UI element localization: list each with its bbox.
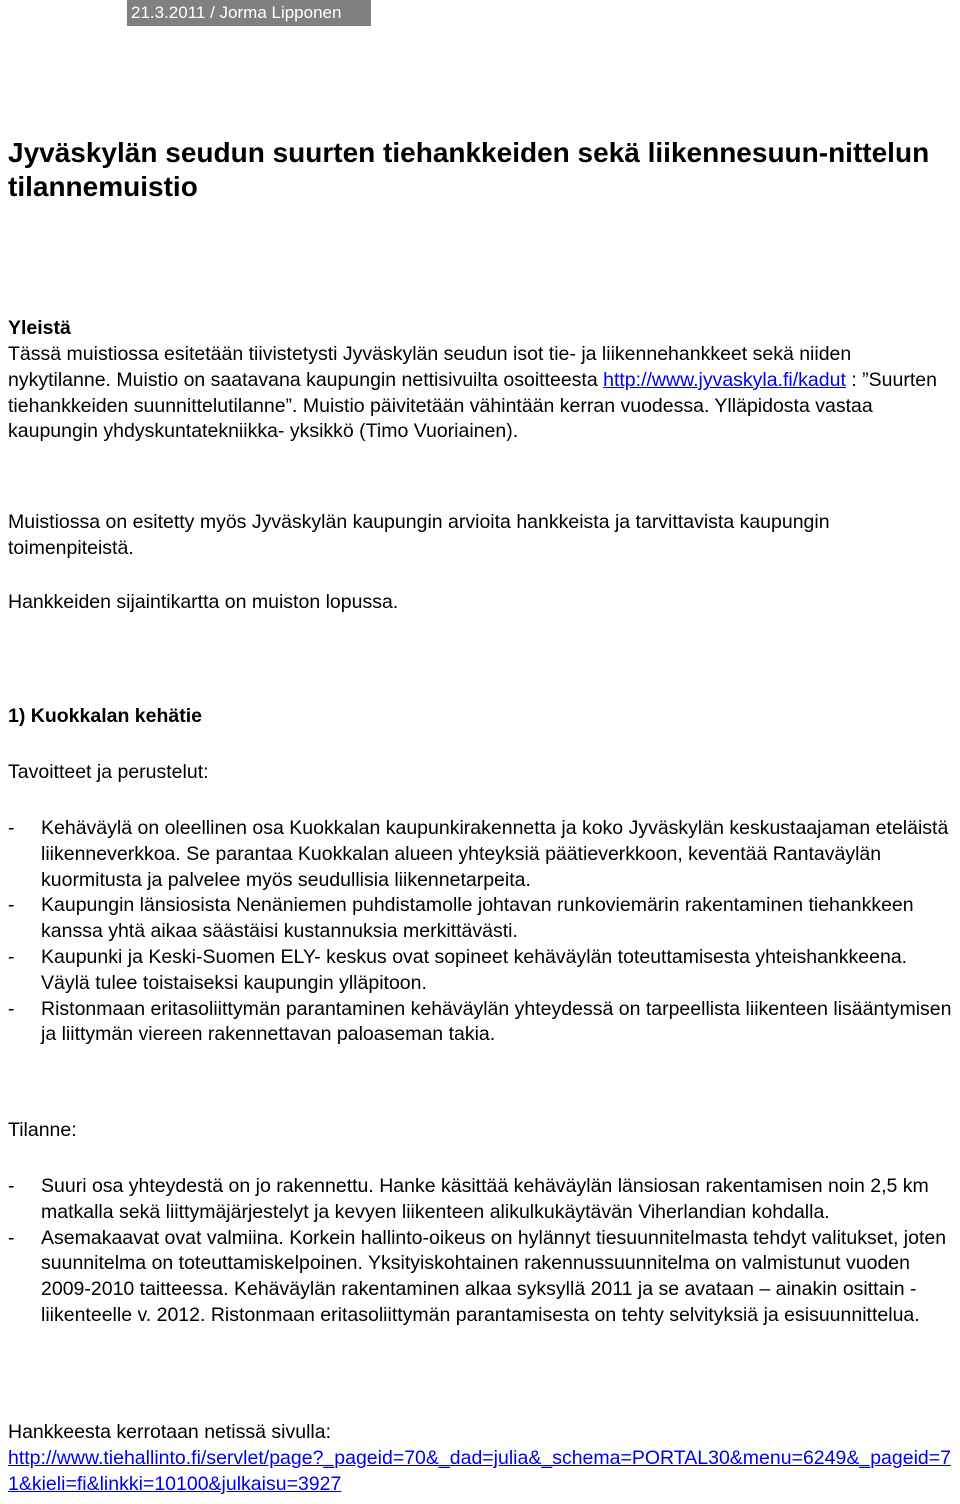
jyvaskyla-kadut-link[interactable]: http://www.jyvaskyla.fi/kadut [603,368,846,391]
intro-paragraph [8,342,953,445]
intro-text-end: : ”Suurten tiehankkeiden suunnittelutilanne”. Muistio päivitetään vähintään kerran vuodessa. Ylläpidosta vastaa kaupungin yhdyskuntatekniikka- yksikkö (Timo Vuoriainen). [8,368,937,443]
list-item: - Asemakaavat ovat valmiina. Korkein hallinto-oikeus on hylännyt tiesuunnitelmasta tehdyt valitukset, joten suunnitelma on toteuttamiskelpoinen. Yksityiskohtainen rakennussuunnitelma on valmistunut vuoden 2009-2010 taitteessa. Kehäväylän rakentaminen alkaa syksyllä 2011 ja se avataan – ainakin osittain - liikenteelle v. 2012. Ristonmaan eritasoliittymän parantamisesta on tehty selvityksiä ja esisuunnittelua. [8,1226,947,1326]
intro-paragraph-3: Hankkeiden sijaintikartta on muiston lopussa. [8,591,399,613]
list-dash: - [8,817,15,839]
list-dash: - [8,894,15,917]
list-item: - Ristonmaan eritasoliittymän parantaminen kehäväylän yhteydessä on tarpeellista liikenteen lisääntymisen ja liittymän viereen rakennettavan paloaseman takia. [8,997,952,1046]
intro-text-start: Tässä muistiossa esitetään tiivistetysti Jyväskylän seudun isot tie- ja liikennehankkeet sekä niiden nykytilanne. Muistio on saatavana kaupungin nettisivuilta osoitteesta [8,343,852,391]
document-title: Jyväskylän seudun suurten tiehankkeiden sekä liikennesuun-nittelun tilannemuistio [8,137,930,202]
goals-list [8,816,953,1048]
tiehallinto-link[interactable]: http://www.tiehallinto.fi/servlet/page?_pageid=70&_dad=julia&_schema=PORTAL30&menu=6249&_pageid=71&kieli=fi&linkki=10100&julkaisu=3927 [8,1447,951,1495]
list-item: - Kaupungin länsiosista Nenäniemen puhdistamolle johtavan runkoviemärin rakentaminen tiehankkeen kanssa yhtä aikaa säästäisi kustannuksia merkittävästi. [8,894,914,943]
web-label: Hankkeesta kerrotaan netissä sivulla: [8,1421,331,1443]
page-header: 21.3.2011 / Jorma Lipponen [127,0,371,26]
intro-paragraph-2: Muistiossa on esitetty myös Jyväskylän kaupungin arvioita hankkeista ja tarvittavista kaupungin toimenpiteistä. [8,511,830,559]
web-link-paragraph [8,1446,953,1498]
status-list [8,1174,953,1329]
goals-label: Tavoitteet ja perustelut: [8,761,209,783]
list-item: - Kaupunki ja Keski-Suomen ELY- keskus ovat sopineet kehäväylän toteuttamisesta yhteishankkeena. Väylä tulee toistaiseksi kaupungin ylläpitoon. [8,945,908,994]
list-dash: - [8,1175,15,1197]
list-item: - Kehäväylä on oleellinen osa Kuokkalan kaupunkirakennetta ja koko Jyväskylän keskustaajaman eteläistä liikenneverkkoa. Se parantaa Kuokkalan alueen yhteyksiä päätieverkkoon, keventää Rantaväylän kuormitusta ja palvelee myös seudullisia liikennetarpeita. [8,817,949,891]
list-dash: - [8,1226,15,1249]
list-dash: - [8,945,15,968]
section-heading-general: Yleistä [8,317,71,339]
section-heading-kuokkala: 1) Kuokkalan kehätie [8,705,202,727]
list-dash: - [8,997,15,1020]
list-item: - Suuri osa yhteydestä on jo rakennettu. Hanke käsittää kehäväylän länsiosan rakentamisen noin 2,5 km matkalla sekä liittymäjärjestelyt ja kevyen liikenteen alikulkukäytävän Viherlandian kohdalla. [8,1175,929,1223]
status-label: Tilanne: [8,1119,77,1141]
